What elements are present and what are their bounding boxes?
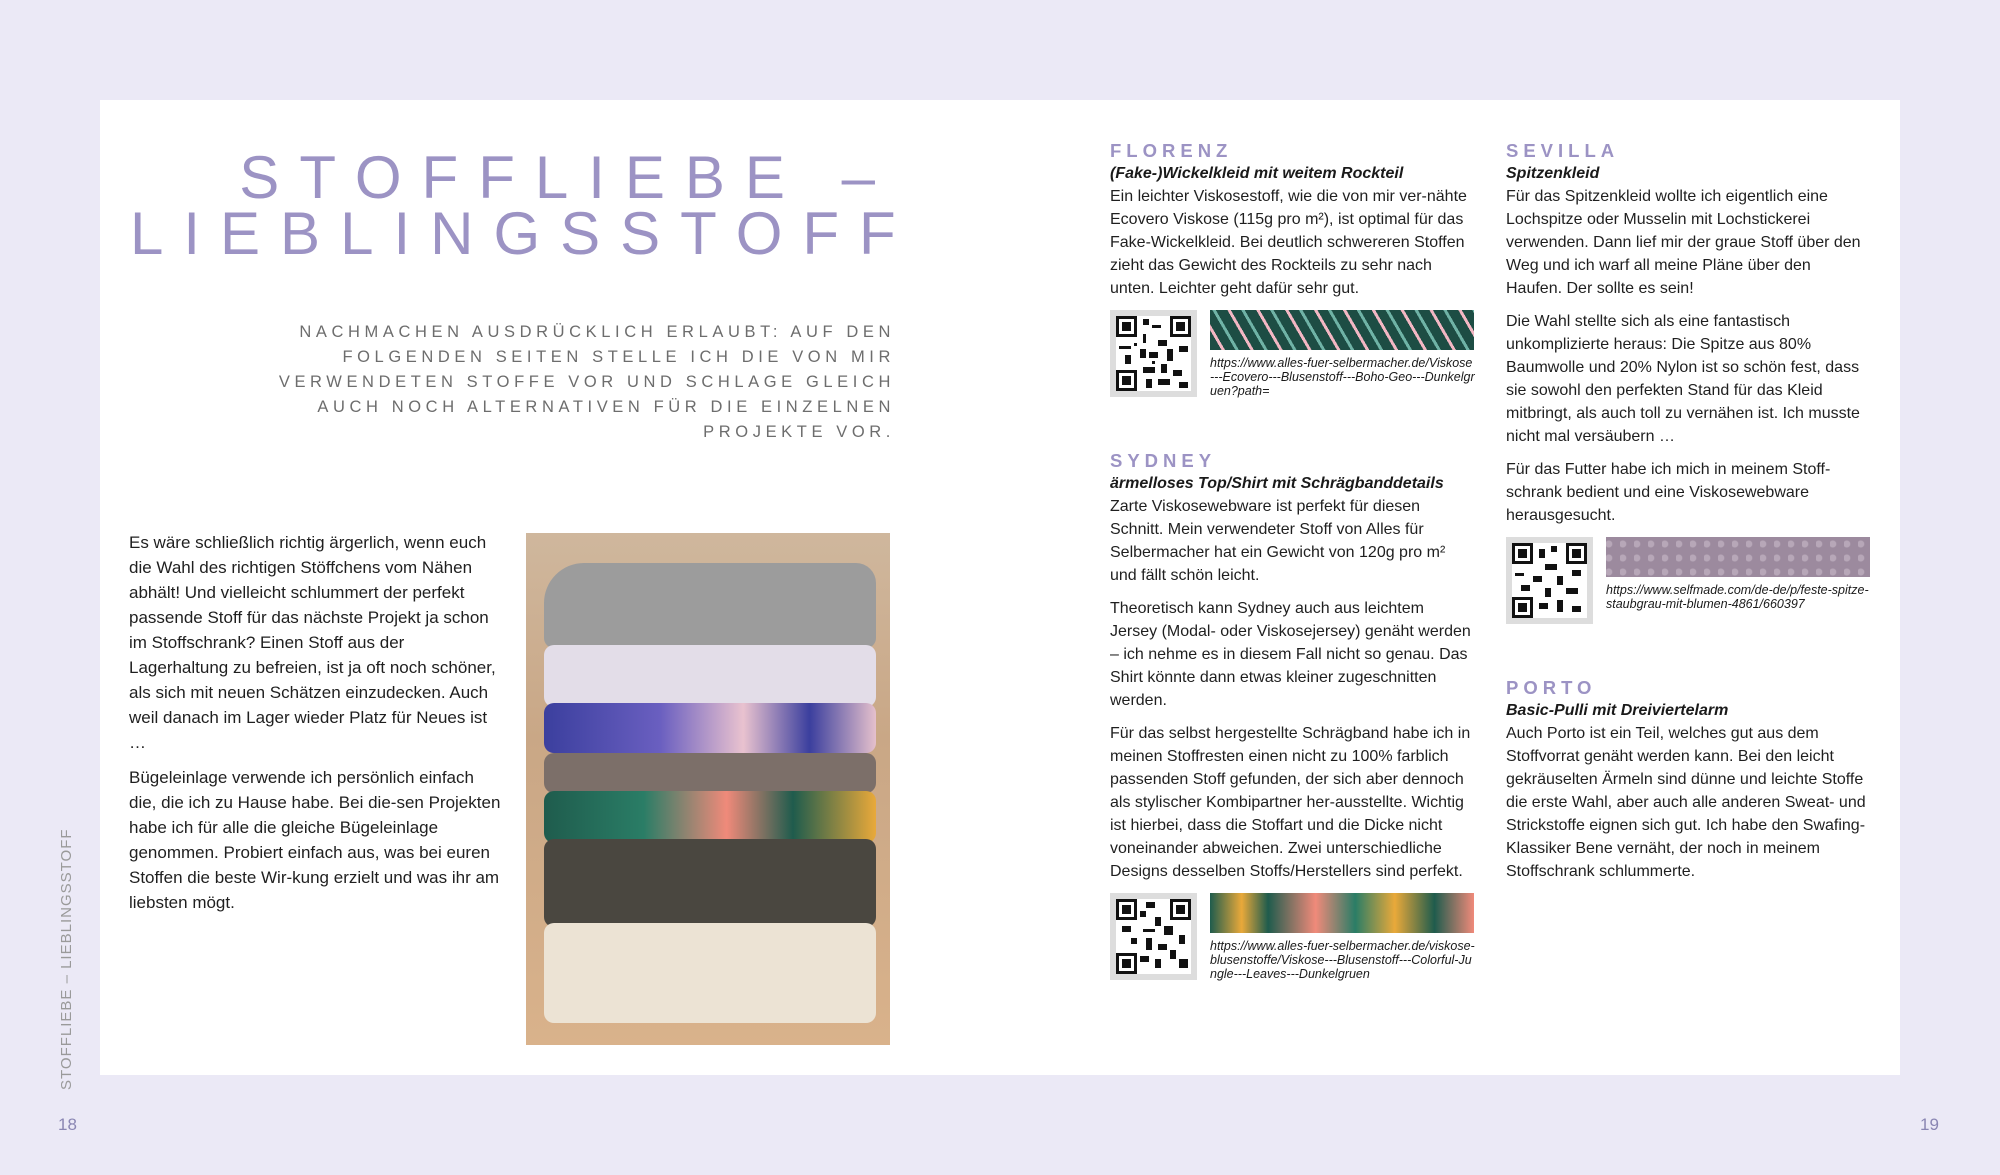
- sevilla-subheading: Spitzenkleid: [1506, 165, 1600, 182]
- sevilla-paragraph-1: Für das Spitzenkleid wollte ich eigentlich eine Lochspitze oder Musselin mit Lochstickerei verwenden. Dann lief mir der graue Stoff über den Weg und ich warf all meine Pläne über den Haufen. Der sollte es sein!: [1506, 188, 1861, 297]
- page-number-left: 18: [58, 1115, 77, 1134]
- sydney-qr-block: [1110, 893, 1475, 983]
- qr-code-icon[interactable]: [1110, 893, 1197, 980]
- title-line-1: STOFFLIEBE –: [239, 144, 895, 211]
- porto-subheading: Basic-Pulli mit Dreiviertelarm: [1506, 702, 1729, 719]
- sydney-subheading: ärmelloses Top/Shirt mit Schrägbanddetails: [1110, 475, 1444, 492]
- florenz-paragraph: Ein leichter Viskosestoff, wie die von mir ver-nähte Ecovero Viskose (115g pro m²), ist optimal für das Fake-Wickelkleid. Bei deutlich schwereren Stoffen zieht das Gewicht des Rockteils zu sehr nach unten. Leichter geht dafür sehr gut.: [1110, 188, 1467, 297]
- sydney-url[interactable]: https://www.alles-fuer-selbermacher.de/viskose-blusenstoffe/Viskose---Blusenstoff---Colorful-Jungle---Leaves---Dunkelgruen: [1210, 939, 1475, 981]
- page-title: [130, 144, 916, 267]
- column-middle: [1110, 140, 1475, 1033]
- florenz-url[interactable]: https://www.alles-fuer-selbermacher.de/Viskose---Ecovero---Blusenstoff---Boho-Geo---Dunkelgruen?path=: [1210, 356, 1475, 398]
- porto-paragraph: Auch Porto ist ein Teil, welches gut aus dem Stoffvorrat genäht werden kann. Bei den leicht gekräuselten Ärmeln sind dünne und leichte Stoffe die erste Wahl, aber auch alle anderen Sweat- und Strickstoffe eignen sich gut. Ich habe den Swafing-Klassiker Bene vernäht, der noch in meinem Stoffschrank schlummerte.: [1506, 725, 1866, 880]
- florenz-subheading: (Fake-)Wickelkleid mit weitem Rockteil: [1110, 165, 1404, 182]
- title-line-2: LIEBLINGSSTOFF: [130, 200, 916, 267]
- porto-heading: PORTO: [1506, 677, 1597, 698]
- florenz-heading: FLORENZ: [1110, 140, 1233, 161]
- left-body-text: [129, 530, 501, 925]
- sydney-paragraph-2: Theoretisch kann Sydney auch aus leichtem Jersey (Modal- oder Viskosejersey) genäht werden – ich nehme es in diesem Fall nicht so genau. Das Shirt könnte dann etwas kleiner zugeschnitten werden.: [1110, 600, 1471, 709]
- sydney-paragraph-3: Für das selbst hergestellte Schrägband habe ich in meinen Stoffresten einen nicht zu 100% farblich passenden Stoff gefunden, der sich aber dennoch als stylischer Kombipartner her-ausstellte. Wichtig ist hierbei, dass die Stoffart und die Dicke nicht voneinander abweichen. Zwei unterschiedliche Designs desselben Stoffs/Herstellers sind perfekt.: [1110, 725, 1471, 880]
- sevilla-qr-block: [1506, 537, 1871, 627]
- column-right: [1506, 140, 1871, 893]
- sidebar-running-head: STOFFLIEBE – LIEBLINGSSTOFF: [58, 828, 75, 1090]
- sevilla-paragraph-2: Die Wahl stellte sich als eine fantastisch unkomplizierte heraus: Die Spitze aus 80% Baumwolle und 20% Nylon ist so schön fest, dass sie sowohl den perfekten Stand für das Kleid mitbringt, als auch toll zu vernähen ist. Ich musste nicht mal versäubern …: [1506, 313, 1860, 445]
- sydney-heading: SYDNEY: [1110, 450, 1217, 471]
- left-paragraph-2: Bügeleinlage verwende ich persönlich einfach die, die ich zu Hause habe. Bei die-sen Projekten habe ich für alle die gleiche Bügeleinlage genommen. Probiert einfach aus, was bei euren Stoffen die beste Wir-kung erzielt und was ihr am liebsten mögt.: [129, 768, 501, 912]
- florenz-qr-block: [1110, 310, 1475, 400]
- fabric-swatch: [1210, 893, 1474, 933]
- sevilla-heading: SEVILLA: [1506, 140, 1620, 161]
- fabric-stack-photo: [526, 533, 890, 1045]
- left-paragraph-1: Es wäre schließlich richtig ärgerlich, wenn euch die Wahl des richtigen Stöffchens vom Nähen abhält! Und vielleicht schlummert der perfekt passende Stoff für das nächste Projekt ja schon im Stoffschrank? Einen Stoff aus der Lagerhaltung zu befreien, ist ja oft noch schöner, als sich mit neuen Schätzen einzudecken. Auch weil danach im Lager wieder Platz für Neues ist …: [129, 533, 496, 752]
- sydney-paragraph-1: Zarte Viskosewebware ist perfekt für diesen Schnitt. Mein verwendeter Stoff von Alles für Selbermacher hat ein Gewicht von 120g pro m² und fällt schön leicht.: [1110, 498, 1446, 584]
- page-number-right: 19: [1920, 1115, 1939, 1134]
- intro-text: NACHMACHEN AUSDRÜCKLICH ERLAUBT: AUF DEN FOLGENDEN SEITEN STELLE ICH DIE VON MIR VERWENDETEN STOFFE VOR UND SCHLAGE GLEICH AUCH NOCH ALTERNATIVEN FÜR DIE EINZELNEN PROJEKTE VOR.: [278, 323, 895, 441]
- qr-code-icon[interactable]: [1110, 310, 1197, 397]
- fabric-swatch: [1606, 537, 1870, 577]
- fabric-swatch: [1210, 310, 1474, 350]
- qr-code-icon[interactable]: [1506, 537, 1593, 624]
- sevilla-paragraph-3: Für das Futter habe ich mich in meinem Stoff-schrank bedient und eine Viskosewebware herausgesucht.: [1506, 461, 1831, 524]
- sevilla-url[interactable]: https://www.selfmade.com/de-de/p/feste-spitze-staubgrau-mit-blumen-4861/660397: [1606, 583, 1869, 611]
